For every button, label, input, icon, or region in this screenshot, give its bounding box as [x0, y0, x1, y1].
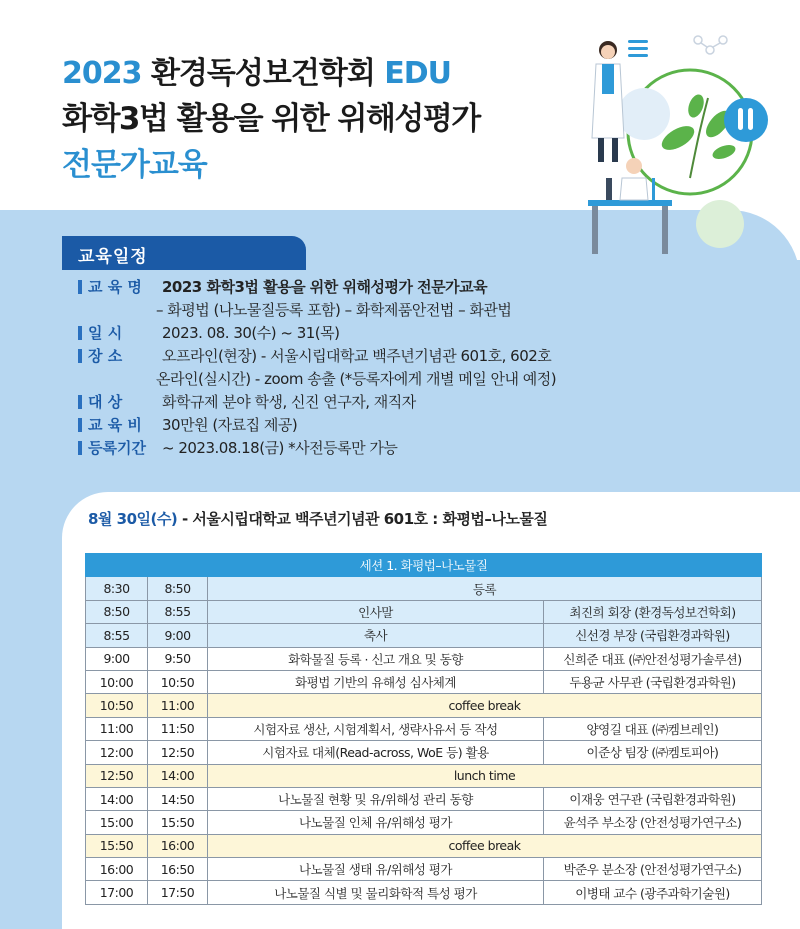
- schedule-row: [86, 787, 762, 810]
- speaker-cell: 신희준 대표 (㈜안전성평가솔루션): [544, 647, 762, 670]
- speaker-cell: 양영길 대표 (㈜켐브레인): [544, 717, 762, 740]
- bullet-bar: [78, 280, 82, 294]
- chart-lines-icon: [628, 40, 648, 57]
- program-cell: 나노물질 식별 및 물리화학적 특성 평가: [208, 881, 544, 904]
- info-row-registration: [78, 437, 556, 460]
- bullet-bar: [78, 418, 82, 432]
- info-row-name: [78, 276, 556, 299]
- schedule-row: [86, 577, 762, 600]
- end-time-cell: 12:50: [148, 741, 208, 764]
- plant-leaf-icon: [658, 92, 737, 178]
- end-time-cell: 16:00: [148, 834, 208, 857]
- seed-circle: [696, 200, 744, 248]
- info-row-place-2: [78, 368, 556, 391]
- speaker-cell: 이재웅 연구관 (국립환경과학원): [544, 787, 762, 810]
- info-value: 30만원 (자료집 제공): [162, 416, 298, 434]
- info-value: – 화평법 (나노물질등록 포함) – 화학제품안전법 – 화관법: [156, 301, 512, 319]
- start-time-cell: 14:00: [86, 787, 148, 810]
- program-cell: 등록: [208, 577, 762, 600]
- schedule-row: [86, 881, 762, 904]
- molecule-icon: [694, 36, 727, 54]
- end-time-cell: 9:00: [148, 624, 208, 647]
- speaker-cell: 신선경 부장 (국립환경과학원): [544, 624, 762, 647]
- day-heading: [88, 508, 547, 529]
- info-value: ~ 2023.08.18(금) *사전등록만 가능: [162, 439, 398, 457]
- end-time-cell: 11:50: [148, 717, 208, 740]
- start-time-cell: 12:00: [86, 741, 148, 764]
- schedule-row: [86, 858, 762, 881]
- end-time-cell: 11:00: [148, 694, 208, 717]
- program-cell: 나노물질 현황 및 유/위해성 관리 동향: [208, 787, 544, 810]
- program-cell: 축사: [208, 624, 544, 647]
- end-time-cell: 8:50: [148, 577, 208, 600]
- schedule-table: [85, 553, 762, 905]
- info-label: 등록기간: [88, 439, 146, 457]
- program-cell: 시험자료 생산, 시험계획서, 생략사유서 등 작성: [208, 717, 544, 740]
- session-title: 세션 1. 화평법–나노물질: [86, 554, 762, 577]
- schedule-row: [86, 764, 762, 787]
- speaker-cell: 박준우 분소장 (안전성평가연구소): [544, 858, 762, 881]
- schedule-row: [86, 694, 762, 717]
- start-time-cell: 17:00: [86, 881, 148, 904]
- program-cell: coffee break: [208, 694, 762, 717]
- schedule-row: [86, 647, 762, 670]
- end-time-cell: 9:50: [148, 647, 208, 670]
- start-time-cell: 8:55: [86, 624, 148, 647]
- speaker-cell: 이준상 팀장 (㈜켐토피아): [544, 741, 762, 764]
- day-date: 8월 30일(수): [88, 510, 178, 528]
- start-time-cell: 8:30: [86, 577, 148, 600]
- bullet-bar: [78, 326, 82, 340]
- bullet-bar: [78, 395, 82, 409]
- start-time-cell: 15:00: [86, 811, 148, 834]
- start-time-cell: 10:50: [86, 694, 148, 717]
- start-time-cell: 10:00: [86, 670, 148, 693]
- start-time-cell: 15:50: [86, 834, 148, 857]
- info-value: 온라인(실시간) - zoom 송출 (*등록자에게 개별 메일 안내 예정): [156, 370, 557, 388]
- end-time-cell: 15:50: [148, 811, 208, 834]
- end-time-cell: 17:50: [148, 881, 208, 904]
- start-time-cell: 12:50: [86, 764, 148, 787]
- scientist-microscope-icon: [588, 158, 672, 254]
- session-header-row: [86, 554, 762, 577]
- end-time-cell: 14:50: [148, 787, 208, 810]
- info-row-name-sub: [78, 299, 556, 322]
- end-time-cell: 8:55: [148, 600, 208, 623]
- speaker-cell: 최진희 회장 (환경독성보건학회): [544, 600, 762, 623]
- info-value: 2023 화학3법 활용을 위한 위해성평가 전문가교육: [162, 278, 488, 296]
- start-time-cell: 9:00: [86, 647, 148, 670]
- info-value: 2023. 08. 30(수) ~ 31(목): [162, 324, 340, 342]
- title-org: 환경독성보건학회: [150, 56, 375, 91]
- bullet-bar: [78, 349, 82, 363]
- schedule-row: [86, 717, 762, 740]
- schedule-tab: 교육일정: [62, 236, 306, 270]
- program-cell: coffee break: [208, 834, 762, 857]
- course-info: [78, 276, 556, 460]
- info-row-target: [78, 391, 556, 414]
- info-label: 대 상: [88, 393, 123, 411]
- end-time-cell: 14:00: [148, 764, 208, 787]
- schedule-row: [86, 670, 762, 693]
- title-line-1: [62, 52, 480, 96]
- speaker-cell: 이병태 교수 (광주과학기술원): [544, 881, 762, 904]
- scientist-woman-icon: [592, 41, 624, 162]
- info-row-place: [78, 345, 556, 368]
- program-cell: 시험자료 대체(Read-across, WoE 등) 활용: [208, 741, 544, 764]
- title-edu: EDU: [384, 56, 452, 91]
- speaker-cell: 두용균 사무관 (국립환경과학원): [544, 670, 762, 693]
- schedule-row: [86, 600, 762, 623]
- info-label: 일 시: [88, 324, 123, 342]
- end-time-cell: 16:50: [148, 858, 208, 881]
- schedule-row: [86, 811, 762, 834]
- info-row-fee: [78, 414, 556, 437]
- petri-circle: [618, 88, 670, 140]
- title-line-2: 화학3법 활용을 위한 위해성평가: [62, 101, 480, 137]
- test-tube-circle: [724, 98, 768, 142]
- day-venue: - 서울시립대학교 백주년기념관 601호 : 화평법–나노물질: [177, 510, 548, 528]
- title-year: 2023: [62, 56, 142, 91]
- schedule-row: [86, 741, 762, 764]
- start-time-cell: 11:00: [86, 717, 148, 740]
- bullet-bar: [78, 441, 82, 455]
- program-cell: 나노물질 생태 유/위해성 평가: [208, 858, 544, 881]
- info-value: 화학규제 분야 학생, 신진 연구자, 재직자: [162, 393, 416, 411]
- schedule-row: [86, 834, 762, 857]
- title-line-3: 전문가교육: [62, 147, 207, 183]
- info-label: 장 소: [88, 347, 123, 365]
- program-cell: 화평법 기반의 유해성 심사체계: [208, 670, 544, 693]
- start-time-cell: 8:50: [86, 600, 148, 623]
- program-cell: 나노물질 인체 유/위해성 평가: [208, 811, 544, 834]
- info-value: 오프라인(현장) - 서울시립대학교 백주년기념관 601호, 602호: [162, 347, 552, 365]
- program-cell: 화학물질 등록 · 신고 개요 및 동향: [208, 647, 544, 670]
- end-time-cell: 10:50: [148, 670, 208, 693]
- program-cell: 인사말: [208, 600, 544, 623]
- info-label: 교 육 비: [88, 416, 142, 434]
- info-row-date: [78, 322, 556, 345]
- schedule-row: [86, 624, 762, 647]
- info-label: 교 육 명: [88, 278, 142, 296]
- speaker-cell: 윤석주 부소장 (안전성평가연구소): [544, 811, 762, 834]
- title-block: [62, 52, 480, 188]
- science-illustration: [578, 28, 768, 260]
- program-cell: lunch time: [208, 764, 762, 787]
- start-time-cell: 16:00: [86, 858, 148, 881]
